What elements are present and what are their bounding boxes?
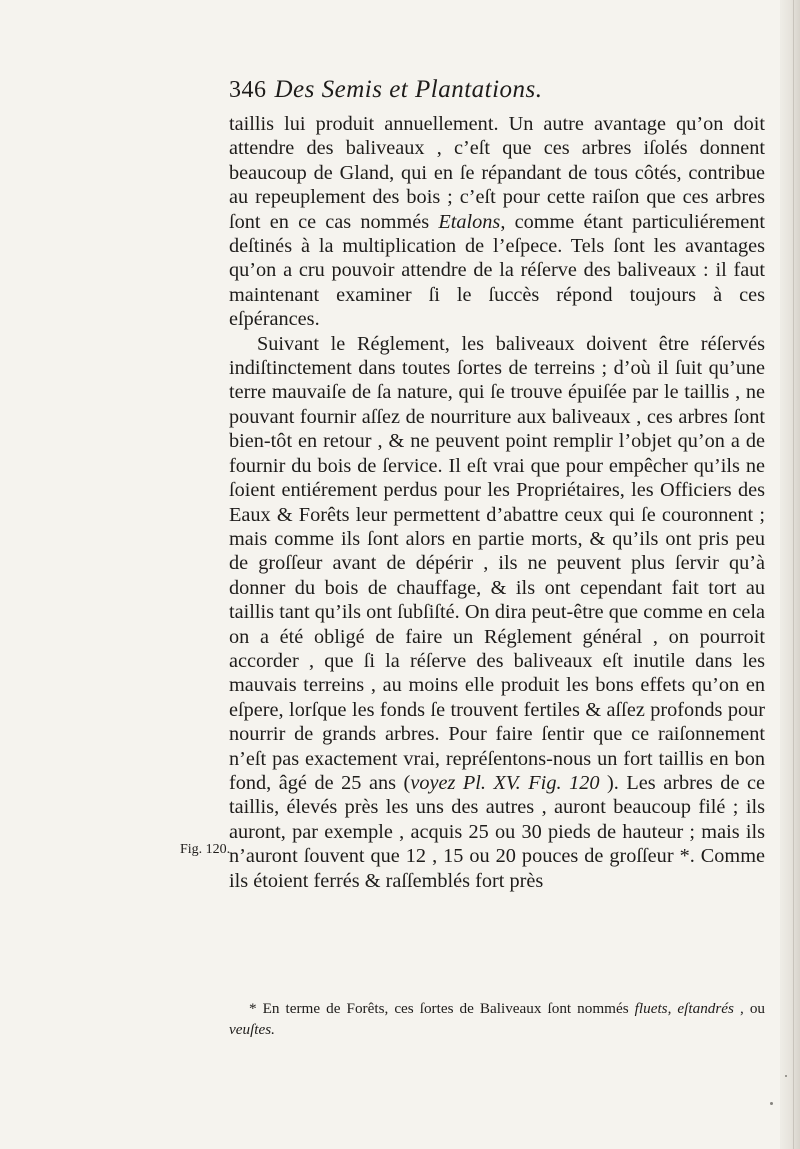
footnote-italic-term: eſtandrés — [677, 1000, 734, 1017]
paper-speck — [770, 1102, 773, 1105]
text-run: Suivant le Réglement, les baliveaux doivent être réſervés indiſtinctement dans toutes ſortes de terreins ; d’où il ſuit qu’une terre mauvaiſe de ſa nature, qui ſe trouve épuiſée par le taillis , ne pouvant fournir aſſez de nourriture aux baliveaux , ces arbres ſont bien-tôt en retour , & ne peuvent point remplir l’objet qu’on a de fournir du bois de ſervice. Il eſt vrai que pour empêcher qu’ils ne ſoient entiérement perdus pour les Propriétaires, les Officiers des Eaux & Forêts leur permettent d’abattre ceux qui ſe couronnent ; mais comme ils ſont alors en partie morts, & qu’ils ont pris peu de groſſeur avant de dépérir , ils ne peuvent plus ſervir qu’à donner du bois de chauffage, & ils ont cependant fait tort au taillis tant qu’ils ont ſubſiſté. On dira peut-être que comme en cela on a été obligé de faire un Réglement général , on pourroit accorder , que ſi la réſerve des baliveaux eſt inutile dans les mauvais terreins , au moins elle produit les bons effets qu’on en eſpere, lorſque les fonds ſe trouvent fertiles & aſſez profonds pour nourrir de grands arbres. Pour faire ſentir que ce raiſonnement n’eſt pas exactement vrai, repréſentons-nous un fort taillis en bon fond, âgé de 25 ans ( — [229, 332, 765, 794]
page-edge-line — [793, 0, 794, 1149]
page-edge-shadow — [780, 0, 800, 1149]
italic-term-etalons: Etalons — [438, 210, 501, 233]
running-header — [229, 76, 749, 110]
paragraph-1 — [229, 112, 765, 332]
running-title: Des Semis et Plantations. — [274, 76, 543, 103]
footnote — [229, 998, 765, 1040]
footnote-italic-term: veuſtes. — [229, 1021, 275, 1038]
footnote-text-run: * En terme de Forêts, ces ſortes de Baliveaux ſont nommés — [249, 1000, 635, 1017]
main-text — [229, 112, 765, 893]
footnote-text-run: , — [667, 1000, 678, 1017]
page-number: 346 — [229, 77, 267, 103]
margin-figure-reference: Fig. 120. — [180, 842, 231, 857]
text-run: ). Les arbres de ce taillis, élevés près les uns des autres , auront beaucoup filé ; ils auront, par exemple , acquis 25 ou 30 pieds de hauteur ; mais ils n’auront ſouvent que 12 , 15 ou 20 pouces de groſſeur *. Comme ils étoient ferrés & raſſemblés fort près — [229, 771, 765, 892]
footnote-text-run: , ou — [733, 1000, 766, 1017]
paragraph-2 — [229, 332, 765, 893]
paper-speck — [785, 1075, 787, 1077]
footnote-italic-term: fluets — [634, 1000, 668, 1017]
text-run: taillis lui produit annuellement. Un autre avantage qu’on doit attendre des baliveaux , c’eſt que ces arbres iſolés donnent beaucoup de Gland, qui en ſe répandant de tous côtés, contribue au repeuplement des bois ; c’eſt pour cette raiſon que ces arbres ſont en ce cas nommés — [229, 113, 765, 233]
italic-figure-reference: voyez Pl. XV. Fig. 120 — [410, 771, 600, 794]
text-run: , comme étant particuliérement deſtinés à la multiplication de l’eſpece. Tels ſont les avantages qu’on a cru pouvoir attendre de la réſerve des baliveaux : il faut maintenant examiner ſi le ſuccès répond toujours à ces eſpérances. — [229, 210, 766, 331]
